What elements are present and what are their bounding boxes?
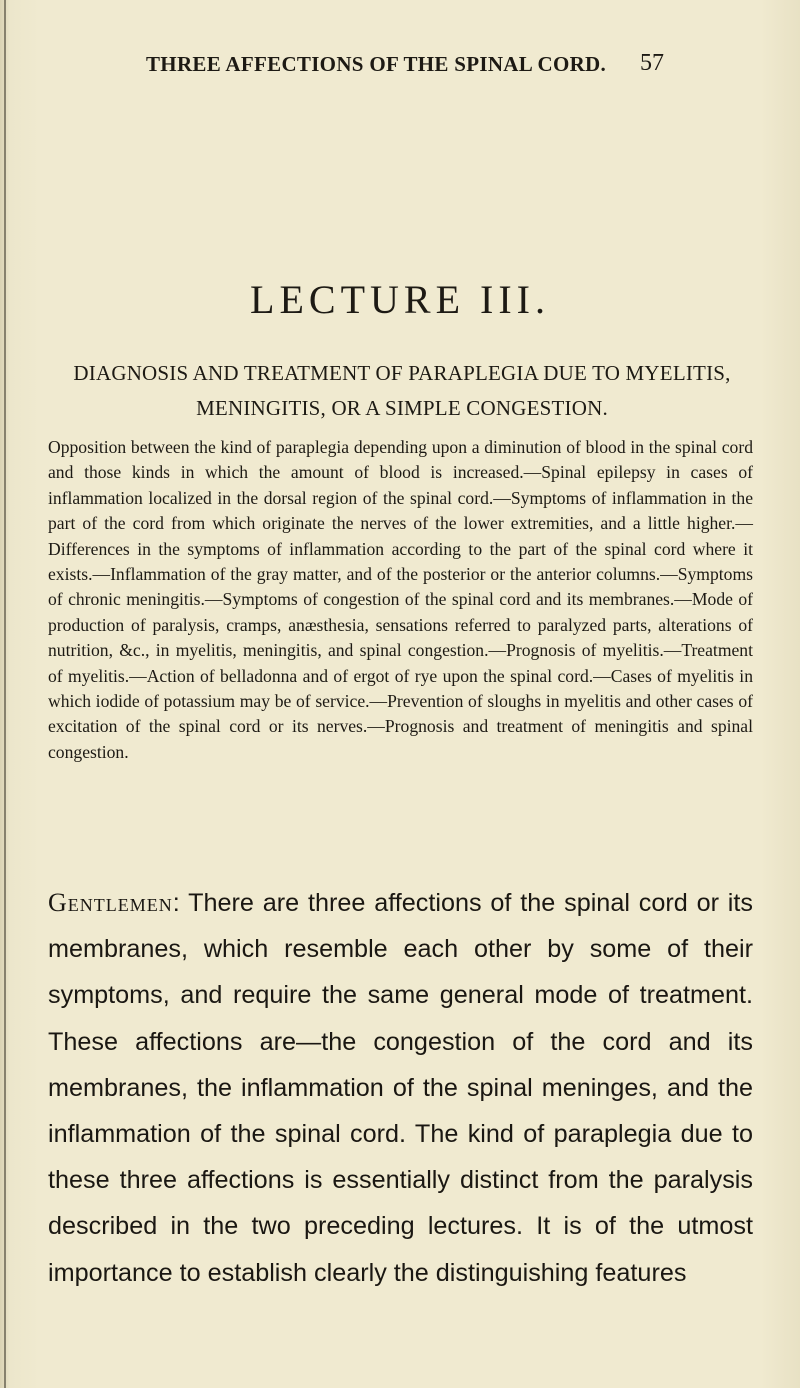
lecture-subtitle: DIAGNOSIS AND TREATMENT OF PARAPLEGIA DUE TO MYELITIS, MENINGITIS, OR A SIMPLE CONGESTION.	[73, 361, 731, 420]
page-edge-line	[4, 0, 6, 1388]
page-number: 57	[640, 50, 664, 76]
body-text: There are three affections of the spinal cord or its membranes, which resemble each other by some of their symptoms, and require the same general mode of treatment. These affections are—the congestion of the cord and its membranes, the inflammation of the spinal meninges, and the inflammation of the spinal cord. The kind of paraplegia due to these three affections is essentially distinct from the paralysis described in the two preceding lectures. It is of the utmost importance to establish clearly the distinguishing features	[48, 889, 753, 1287]
running-title: THREE AFFECTIONS OF THE SPINAL CORD.	[146, 52, 607, 76]
lecture-title: LECTURE III.	[250, 277, 550, 322]
lecture-summary	[48, 435, 753, 765]
running-head	[60, 52, 780, 92]
summary-text: Opposition between the kind of paraplegia depending upon a diminution of blood in the spinal cord and those kinds in which the amount of blood is increased.—Spinal epilepsy in cases of inflammation localized in the dorsal region of the spinal cord.—Symptoms of inflammation in the part of the cord from which originate the nerves of the lower extremities, and a little higher.—Differences in the symptoms of inflammation according to the part of the spinal cord where it exists.—Inflammation of the gray matter, and of the posterior or the anterior columns.—Symptoms of chronic meningitis.—Symptoms of congestion of the spinal cord and its membranes.—Mode of production of paralysis, cramps, anæsthesia, sensations referred to paralyzed parts, alterations of nutrition, &c., in myelitis, meningitis, and spinal congestion.—Prognosis of myelitis.—Treatment of myelitis.—Action of belladonna and of ergot of rye upon the spinal cord.—Cases of myelitis in which iodide of potassium may be of service.—Prevention of sloughs in myelitis and other cases of excitation of the spinal cord or its nerves.—Prognosis and treatment of meningitis and spinal congestion.	[48, 437, 753, 762]
salutation: Gentlemen	[48, 888, 173, 917]
salutation-separator: :	[172, 889, 189, 917]
body-paragraph	[48, 880, 753, 1296]
